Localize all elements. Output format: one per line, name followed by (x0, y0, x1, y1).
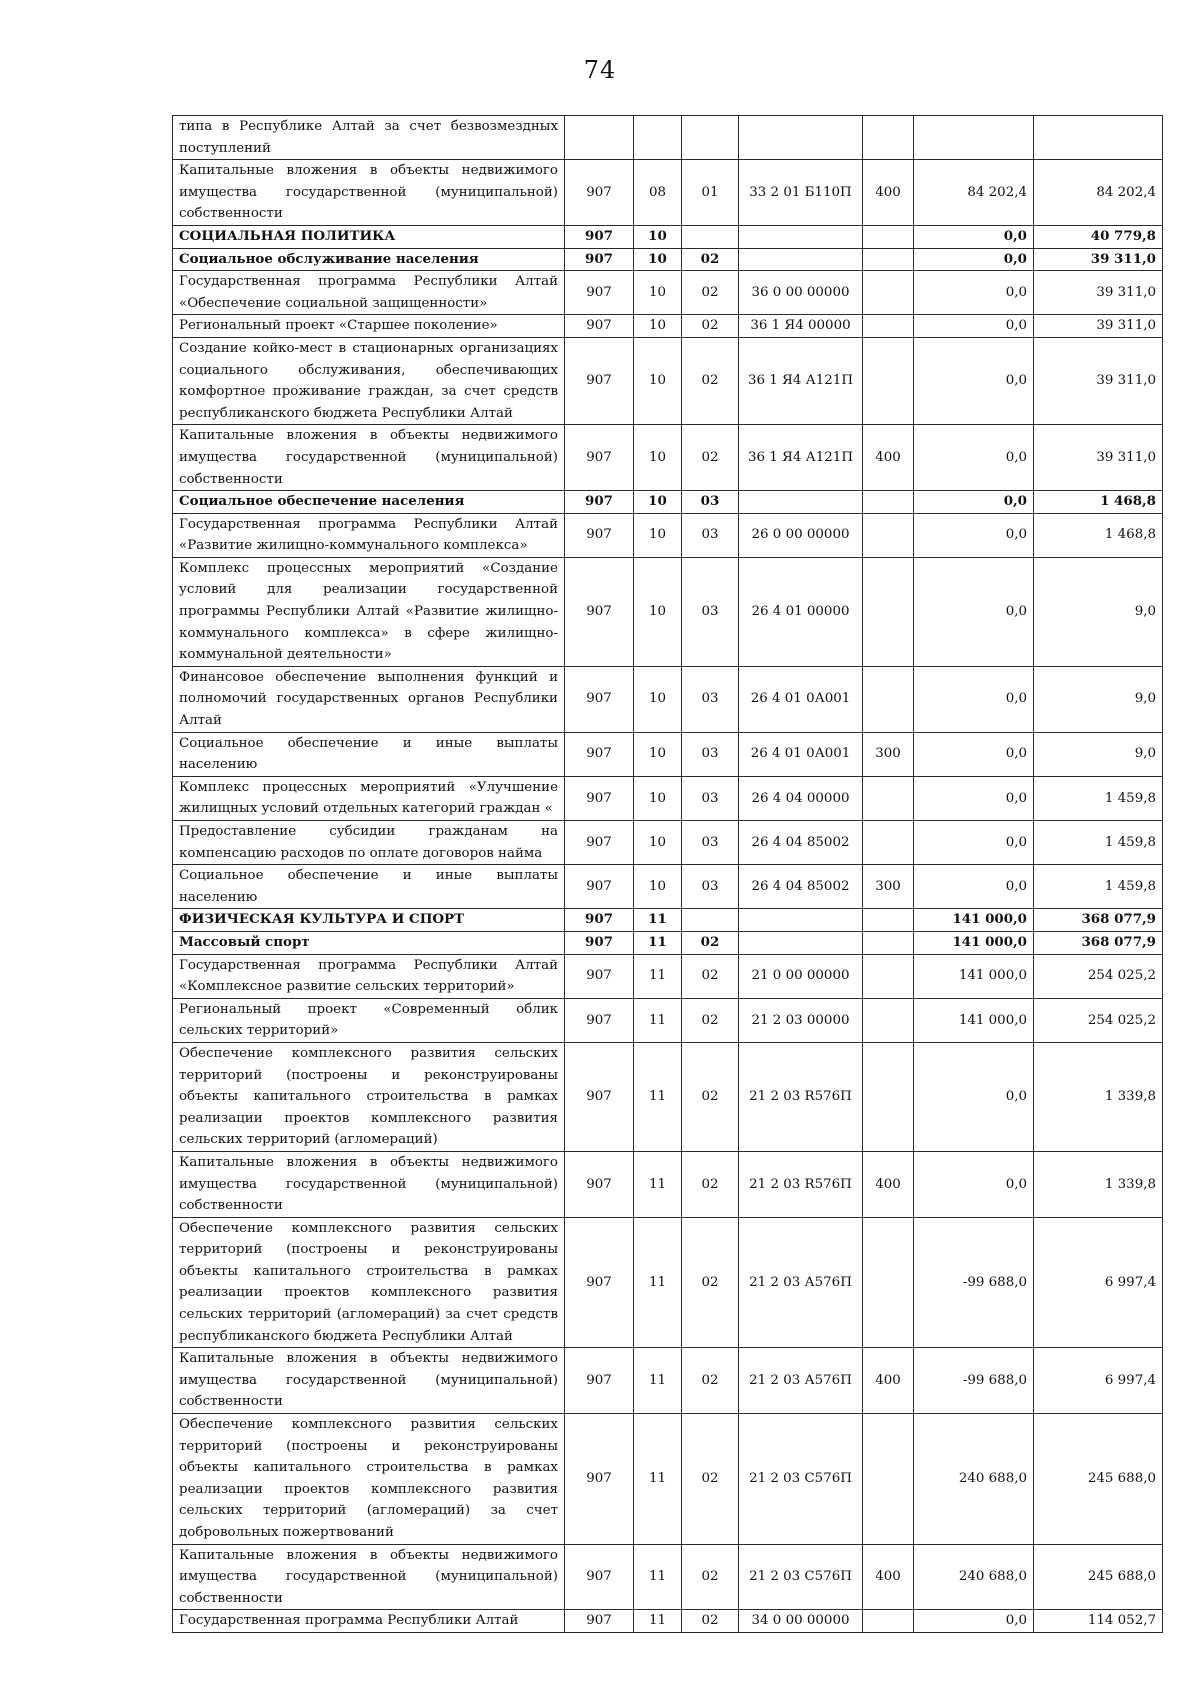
cell-section-code: 10 (634, 821, 682, 865)
table-row (173, 998, 1163, 1042)
cell-subsection-code (682, 909, 739, 932)
cell-expense-type (863, 821, 914, 865)
cell-subsection-code: 02 (682, 1414, 739, 1545)
cell-amount-change: 0,0 (914, 865, 1034, 909)
cell-amount-change: 0,0 (914, 732, 1034, 776)
cell-amount-change: 0,0 (914, 1610, 1034, 1633)
cell-subsection-code: 02 (682, 1544, 739, 1610)
cell-section-code: 11 (634, 1217, 682, 1348)
cell-description: Социальное обеспечение населения (173, 491, 565, 514)
cell-expense-type (863, 491, 914, 514)
cell-expense-type (863, 931, 914, 954)
cell-description: Социальное обеспечение и иные выплаты населению (173, 865, 565, 909)
table-row (173, 1610, 1163, 1633)
cell-expense-type: 400 (863, 160, 914, 226)
cell-description: Капитальные вложения в объекты недвижимого имущества государственной (муниципальной) собственности (173, 1151, 565, 1217)
cell-department-code: 907 (565, 513, 634, 557)
cell-expense-type (863, 248, 914, 271)
cell-amount-total: 84 202,4 (1034, 160, 1163, 226)
cell-amount-total: 40 779,8 (1034, 225, 1163, 248)
cell-expense-type: 300 (863, 865, 914, 909)
cell-subsection-code: 02 (682, 1151, 739, 1217)
cell-expense-type (863, 666, 914, 732)
cell-description: Предоставление субсидии гражданам на компенсацию расходов по оплате договоров найма (173, 821, 565, 865)
cell-target-article: 21 2 03 R576П (739, 1151, 863, 1217)
cell-description: Капитальные вложения в объекты недвижимого имущества государственной (муниципальной) собственности (173, 160, 565, 226)
cell-department-code: 907 (565, 271, 634, 315)
cell-subsection-code: 02 (682, 271, 739, 315)
cell-subsection-code: 02 (682, 425, 739, 491)
table-row (173, 954, 1163, 998)
table-row (173, 666, 1163, 732)
cell-target-article: 36 0 00 00000 (739, 271, 863, 315)
table-row (173, 425, 1163, 491)
table-row (173, 1042, 1163, 1151)
table-row (173, 1151, 1163, 1217)
cell-target-article: 34 0 00 00000 (739, 1610, 863, 1633)
cell-section-code: 11 (634, 954, 682, 998)
page-number: 74 (583, 56, 617, 84)
cell-expense-type (863, 271, 914, 315)
cell-expense-type (863, 1414, 914, 1545)
cell-target-article (739, 225, 863, 248)
cell-description: ФИЗИЧЕСКАЯ КУЛЬТУРА И СПОРТ (173, 909, 565, 932)
cell-amount-total: 39 311,0 (1034, 248, 1163, 271)
cell-target-article: 26 4 01 00000 (739, 557, 863, 666)
cell-description: Комплекс процессных мероприятий «Создание условий для реализации государственной программы Республики Алтай «Развитие жилищно-коммунального комплекса» в сфере жилищно-коммунальной деятельности» (173, 557, 565, 666)
cell-expense-type (863, 513, 914, 557)
cell-description: Обеспечение комплексного развития сельских территорий (построены и реконструированы объекты капитального строительства в рамках реализации проектов комплексного развития сельских территорий (агломераций) за счет добровольных пожертвований (173, 1414, 565, 1545)
cell-subsection-code: 03 (682, 776, 739, 820)
cell-description: Региональный проект «Старшее поколение» (173, 315, 565, 338)
cell-description: Региональный проект «Современный облик сельских территорий» (173, 998, 565, 1042)
cell-expense-type (863, 954, 914, 998)
cell-amount-change: 0,0 (914, 776, 1034, 820)
budget-table (172, 115, 1163, 1633)
cell-section-code: 10 (634, 865, 682, 909)
table-row (173, 821, 1163, 865)
cell-target-article (739, 931, 863, 954)
cell-amount-change: 0,0 (914, 337, 1034, 424)
cell-amount-total: 1 459,8 (1034, 821, 1163, 865)
cell-description: Финансовое обеспечение выполнения функций и полномочий государственных органов Республики Алтай (173, 666, 565, 732)
cell-expense-type (863, 1042, 914, 1151)
cell-section-code: 11 (634, 1151, 682, 1217)
cell-amount-change: 0,0 (914, 491, 1034, 514)
cell-target-article: 26 4 01 0А001 (739, 666, 863, 732)
cell-amount-change: 0,0 (914, 225, 1034, 248)
cell-subsection-code: 03 (682, 821, 739, 865)
cell-amount-total: 39 311,0 (1034, 315, 1163, 338)
table-row (173, 116, 1163, 160)
cell-amount-change: 0,0 (914, 821, 1034, 865)
cell-amount-total (1034, 116, 1163, 160)
cell-subsection-code: 02 (682, 1348, 739, 1414)
cell-amount-change: 84 202,4 (914, 160, 1034, 226)
cell-expense-type: 400 (863, 425, 914, 491)
cell-description: Капитальные вложения в объекты недвижимого имущества государственной (муниципальной) собственности (173, 425, 565, 491)
cell-amount-total: 254 025,2 (1034, 954, 1163, 998)
cell-section-code: 08 (634, 160, 682, 226)
cell-expense-type: 300 (863, 732, 914, 776)
cell-department-code: 907 (565, 732, 634, 776)
cell-subsection-code: 01 (682, 160, 739, 226)
cell-section-code: 10 (634, 557, 682, 666)
cell-subsection-code: 03 (682, 865, 739, 909)
cell-target-article: 21 2 03 А576П (739, 1348, 863, 1414)
table-row (173, 931, 1163, 954)
cell-description: Государственная программа Республики Алтай «Развитие жилищно-коммунального комплекса» (173, 513, 565, 557)
cell-section-code: 11 (634, 1610, 682, 1633)
cell-target-article: 21 2 03 00000 (739, 998, 863, 1042)
cell-section-code (634, 116, 682, 160)
cell-department-code: 907 (565, 666, 634, 732)
cell-amount-total: 39 311,0 (1034, 271, 1163, 315)
cell-department-code: 907 (565, 491, 634, 514)
cell-target-article: 36 1 Я4 А121П (739, 337, 863, 424)
cell-amount-total: 245 688,0 (1034, 1544, 1163, 1610)
cell-section-code: 10 (634, 513, 682, 557)
cell-expense-type (863, 557, 914, 666)
cell-amount-total: 245 688,0 (1034, 1414, 1163, 1545)
cell-department-code: 907 (565, 909, 634, 932)
cell-section-code: 11 (634, 1348, 682, 1414)
table-row (173, 909, 1163, 932)
cell-expense-type: 400 (863, 1348, 914, 1414)
table-row (173, 1544, 1163, 1610)
cell-subsection-code: 03 (682, 491, 739, 514)
cell-department-code: 907 (565, 865, 634, 909)
cell-expense-type: 400 (863, 1544, 914, 1610)
cell-expense-type (863, 225, 914, 248)
cell-target-article: 26 0 00 00000 (739, 513, 863, 557)
cell-amount-total: 1 339,8 (1034, 1151, 1163, 1217)
cell-department-code: 907 (565, 337, 634, 424)
cell-section-code: 10 (634, 425, 682, 491)
cell-amount-change: 240 688,0 (914, 1414, 1034, 1545)
table-row (173, 248, 1163, 271)
cell-amount-change: 141 000,0 (914, 931, 1034, 954)
cell-amount-change: 0,0 (914, 271, 1034, 315)
cell-description: Массовый спорт (173, 931, 565, 954)
cell-amount-total: 1 339,8 (1034, 1042, 1163, 1151)
cell-amount-total: 6 997,4 (1034, 1217, 1163, 1348)
cell-amount-total: 1 459,8 (1034, 776, 1163, 820)
cell-description: Создание койко-мест в стационарных организациях социального обслуживания, обеспечивающих комфортное проживание граждан, за счет средств республиканского бюджета Республики Алтай (173, 337, 565, 424)
cell-amount-change: -99 688,0 (914, 1348, 1034, 1414)
cell-department-code: 907 (565, 1151, 634, 1217)
cell-target-article: 21 2 03 С576П (739, 1544, 863, 1610)
cell-department-code: 907 (565, 1414, 634, 1545)
cell-description: Государственная программа Республики Алтай «Обеспечение социальной защищенности» (173, 271, 565, 315)
cell-section-code: 10 (634, 732, 682, 776)
cell-amount-total: 254 025,2 (1034, 998, 1163, 1042)
table-row (173, 557, 1163, 666)
cell-target-article: 21 2 03 А576П (739, 1217, 863, 1348)
table-row (173, 160, 1163, 226)
cell-department-code: 907 (565, 315, 634, 338)
cell-target-article: 26 4 01 0А001 (739, 732, 863, 776)
table-row (173, 491, 1163, 514)
cell-description: Капитальные вложения в объекты недвижимого имущества государственной (муниципальной) собственности (173, 1544, 565, 1610)
cell-amount-change: 141 000,0 (914, 909, 1034, 932)
table-row (173, 1348, 1163, 1414)
cell-amount-total: 1 468,8 (1034, 513, 1163, 557)
cell-section-code: 11 (634, 1544, 682, 1610)
cell-target-article: 21 2 03 R576П (739, 1042, 863, 1151)
table-row (173, 315, 1163, 338)
cell-expense-type (863, 1610, 914, 1633)
cell-amount-total: 368 077,9 (1034, 931, 1163, 954)
cell-expense-type (863, 909, 914, 932)
cell-department-code: 907 (565, 821, 634, 865)
cell-target-article (739, 909, 863, 932)
cell-subsection-code: 02 (682, 1042, 739, 1151)
cell-amount-total: 39 311,0 (1034, 337, 1163, 424)
cell-department-code: 907 (565, 998, 634, 1042)
cell-target-article: 21 2 03 С576П (739, 1414, 863, 1545)
cell-department-code: 907 (565, 1217, 634, 1348)
cell-section-code: 11 (634, 1042, 682, 1151)
cell-expense-type (863, 315, 914, 338)
cell-department-code: 907 (565, 160, 634, 226)
cell-expense-type (863, 998, 914, 1042)
cell-section-code: 10 (634, 315, 682, 338)
cell-expense-type (863, 116, 914, 160)
cell-amount-total: 6 997,4 (1034, 1348, 1163, 1414)
cell-department-code: 907 (565, 954, 634, 998)
cell-amount-total: 9,0 (1034, 557, 1163, 666)
cell-target-article (739, 248, 863, 271)
table-row (173, 225, 1163, 248)
cell-amount-change (914, 116, 1034, 160)
cell-amount-change: 141 000,0 (914, 998, 1034, 1042)
cell-target-article: 21 0 00 00000 (739, 954, 863, 998)
cell-amount-total: 9,0 (1034, 732, 1163, 776)
table-row (173, 1217, 1163, 1348)
table-row (173, 1414, 1163, 1545)
cell-amount-change: 240 688,0 (914, 1544, 1034, 1610)
cell-amount-total: 114 052,7 (1034, 1610, 1163, 1633)
cell-subsection-code: 03 (682, 557, 739, 666)
cell-section-code: 10 (634, 271, 682, 315)
cell-amount-total: 368 077,9 (1034, 909, 1163, 932)
cell-amount-change: 0,0 (914, 1042, 1034, 1151)
cell-amount-change: 0,0 (914, 557, 1034, 666)
cell-subsection-code: 02 (682, 1217, 739, 1348)
cell-expense-type: 400 (863, 1151, 914, 1217)
table-row (173, 865, 1163, 909)
cell-subsection-code: 02 (682, 315, 739, 338)
cell-department-code (565, 116, 634, 160)
cell-amount-change: 0,0 (914, 1151, 1034, 1217)
cell-subsection-code: 02 (682, 998, 739, 1042)
cell-amount-total: 39 311,0 (1034, 425, 1163, 491)
cell-target-article: 26 4 04 85002 (739, 821, 863, 865)
cell-subsection-code: 03 (682, 732, 739, 776)
cell-department-code: 907 (565, 1042, 634, 1151)
cell-section-code: 11 (634, 909, 682, 932)
cell-section-code: 10 (634, 337, 682, 424)
table-row (173, 776, 1163, 820)
table-body (173, 116, 1163, 1633)
table-row (173, 271, 1163, 315)
cell-section-code: 10 (634, 225, 682, 248)
cell-description: Обеспечение комплексного развития сельских территорий (построены и реконструированы объекты капитального строительства в рамках реализации проектов комплексного развития сельских территорий (агломераций) (173, 1042, 565, 1151)
cell-department-code: 907 (565, 225, 634, 248)
cell-department-code: 907 (565, 1348, 634, 1414)
cell-target-article: 36 1 Я4 00000 (739, 315, 863, 338)
cell-description: Государственная программа Республики Алтай (173, 1610, 565, 1633)
cell-subsection-code (682, 225, 739, 248)
cell-department-code: 907 (565, 1610, 634, 1633)
cell-target-article (739, 116, 863, 160)
cell-department-code: 907 (565, 557, 634, 666)
cell-subsection-code: 02 (682, 248, 739, 271)
cell-department-code: 907 (565, 1544, 634, 1610)
cell-department-code: 907 (565, 425, 634, 491)
cell-expense-type (863, 1217, 914, 1348)
cell-section-code: 10 (634, 491, 682, 514)
cell-section-code: 11 (634, 998, 682, 1042)
cell-amount-change: 0,0 (914, 248, 1034, 271)
cell-subsection-code: 02 (682, 1610, 739, 1633)
cell-target-article (739, 491, 863, 514)
cell-target-article: 33 2 01 Б110П (739, 160, 863, 226)
cell-description: Социальное обеспечение и иные выплаты населению (173, 732, 565, 776)
cell-section-code: 10 (634, 248, 682, 271)
cell-section-code: 10 (634, 776, 682, 820)
cell-department-code: 907 (565, 931, 634, 954)
cell-target-article: 26 4 04 85002 (739, 865, 863, 909)
table-row (173, 337, 1163, 424)
cell-expense-type (863, 776, 914, 820)
cell-subsection-code: 03 (682, 666, 739, 732)
cell-amount-change: 0,0 (914, 666, 1034, 732)
cell-section-code: 11 (634, 931, 682, 954)
cell-amount-change: 0,0 (914, 513, 1034, 557)
cell-description: Социальное обслуживание населения (173, 248, 565, 271)
cell-amount-total: 1 468,8 (1034, 491, 1163, 514)
cell-amount-change: 0,0 (914, 315, 1034, 338)
cell-subsection-code (682, 116, 739, 160)
cell-amount-change: 0,0 (914, 425, 1034, 491)
cell-section-code: 10 (634, 666, 682, 732)
cell-description: Обеспечение комплексного развития сельских территорий (построены и реконструированы объекты капитального строительства в рамках реализации проектов комплексного развития сельских территорий (агломераций) за счет средств республиканского бюджета Республики Алтай (173, 1217, 565, 1348)
cell-description: типа в Республике Алтай за счет безвозмездных поступлений (173, 116, 565, 160)
cell-target-article: 36 1 Я4 А121П (739, 425, 863, 491)
cell-section-code: 11 (634, 1414, 682, 1545)
cell-department-code: 907 (565, 248, 634, 271)
cell-expense-type (863, 337, 914, 424)
cell-target-article: 26 4 04 00000 (739, 776, 863, 820)
cell-department-code: 907 (565, 776, 634, 820)
cell-description: Комплекс процессных мероприятий «Улучшение жилищных условий отдельных категорий граждан « (173, 776, 565, 820)
cell-subsection-code: 02 (682, 337, 739, 424)
cell-amount-change: 141 000,0 (914, 954, 1034, 998)
cell-subsection-code: 02 (682, 954, 739, 998)
cell-subsection-code: 02 (682, 931, 739, 954)
cell-description: СОЦИАЛЬНАЯ ПОЛИТИКА (173, 225, 565, 248)
cell-description: Капитальные вложения в объекты недвижимого имущества государственной (муниципальной) собственности (173, 1348, 565, 1414)
cell-amount-total: 1 459,8 (1034, 865, 1163, 909)
cell-amount-change: -99 688,0 (914, 1217, 1034, 1348)
table-row (173, 732, 1163, 776)
cell-amount-total: 9,0 (1034, 666, 1163, 732)
table-row (173, 513, 1163, 557)
cell-description: Государственная программа Республики Алтай «Комплексное развитие сельских территорий» (173, 954, 565, 998)
cell-subsection-code: 03 (682, 513, 739, 557)
